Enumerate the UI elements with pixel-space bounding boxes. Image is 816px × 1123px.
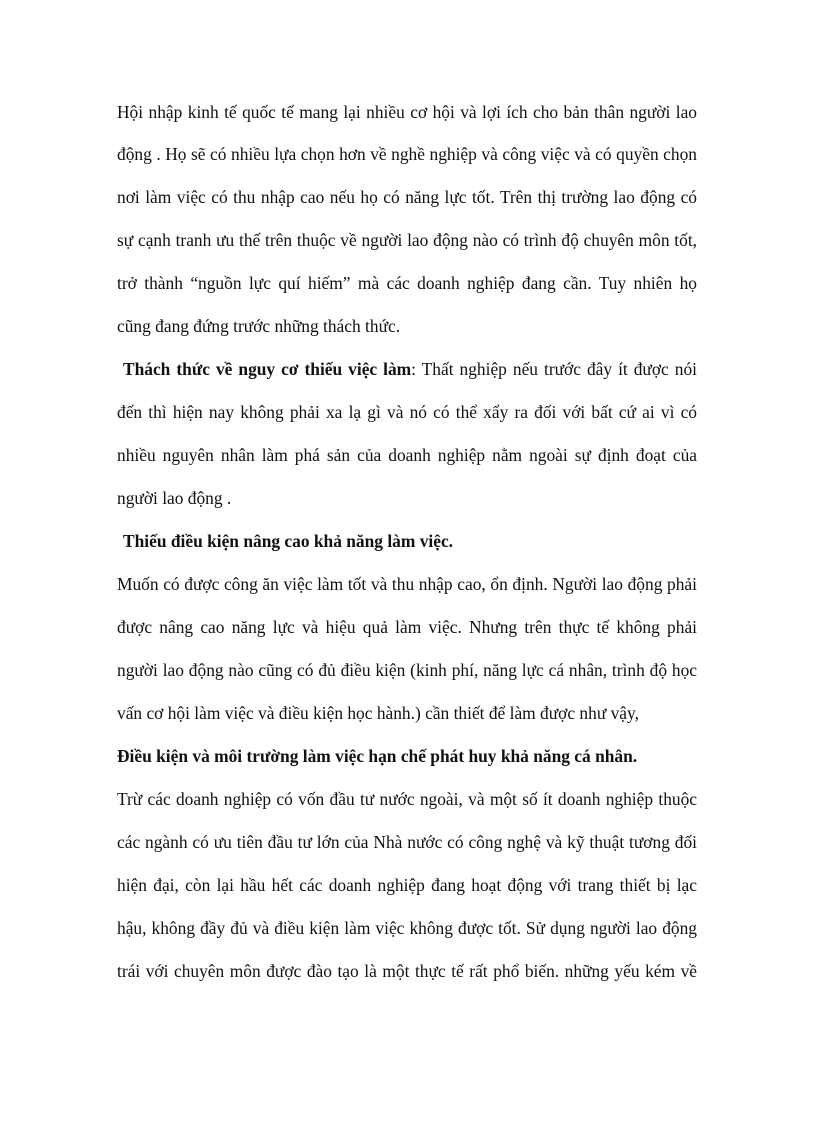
paragraph-3-line-2: được nâng cao năng lực và hiệu quả làm việc. Nhưng trên thực tế không phải: [117, 617, 697, 637]
paragraph-4-line-1: Trừ các doanh nghiệp có vốn đầu tư nước ngoài, và một số ít doanh nghiệp thuộc: [117, 789, 697, 809]
section-heading-2: Thiếu điều kiện nâng cao khả năng làm việc.: [123, 531, 454, 551]
paragraph-2-line-4: người lao động .: [117, 488, 232, 508]
paragraph-1-line-1: Hội nhập kinh tế quốc tế mang lại nhiều cơ hội và lợi ích cho bản thân người lao: [117, 102, 697, 122]
paragraph-2-line-2: đến thì hiện nay không phải xa lạ gì và nó có thể xẩy ra đối với bất cứ ai vì có: [117, 402, 697, 422]
paragraph-1-line-4: sự cạnh tranh ưu thế trên thuộc về người lao động nào có trình độ chuyên môn tốt,: [117, 230, 697, 250]
paragraph-4-line-3: hiện đại, còn lại hầu hết các doanh nghiệp đang hoạt động với trang thiết bị lạc: [117, 875, 697, 895]
paragraph-4-line-5: trái với chuyên môn được đào tạo là một thực tế rất phổ biến. những yếu kém về: [117, 961, 697, 981]
paragraph-3-line-4: vấn cơ hội làm việc và điều kiện học hành.) cần thiết để làm được như vậy,: [117, 703, 639, 723]
paragraph-2-line-3: nhiều nguyên nhân làm phá sản của doanh nghiệp nằm ngoài sự định đoạt của: [117, 445, 697, 465]
paragraph-1-line-3: nơi làm việc có thu nhập cao nếu họ có năng lực tốt. Trên thị trường lao động có: [117, 187, 697, 207]
paragraph-2-line-1: [123, 358, 697, 380]
paragraph-4-line-4: hậu, không đầy đủ và điều kiện làm việc không được tốt. Sử dụng người lao động: [117, 918, 697, 938]
paragraph-3-line-1: Muốn có được công ăn việc làm tốt và thu nhập cao, ổn định. Người lao động phải: [117, 574, 697, 594]
paragraph-1-line-6: cũng đang đứng trước những thách thức.: [117, 316, 401, 336]
paragraph-2-line-1-text: : Thất nghiệp nếu trước đây ít được nói: [411, 359, 697, 379]
paragraph-3-line-3: người lao động nào cũng có đủ điều kiện (kinh phí, năng lực cá nhân, trình độ học: [117, 660, 697, 680]
challenge-heading: Thách thức về nguy cơ thiếu việc làm: [123, 359, 412, 379]
section-heading-3: Điều kiện và môi trường làm việc hạn chế phát huy khả năng cá nhân.: [117, 746, 638, 766]
paragraph-1-line-5: trở thành “nguồn lực quí hiếm” mà các doanh nghiệp đang cần. Tuy nhiên họ: [117, 273, 697, 293]
paragraph-1-line-2: động . Họ sẽ có nhiều lựa chọn hơn về nghề nghiệp và công việc và có quyền chọn: [117, 144, 697, 164]
paragraph-4-line-2: các ngành có ưu tiên đầu tư lớn của Nhà nước có công nghệ và kỹ thuật tương đối: [117, 832, 697, 852]
